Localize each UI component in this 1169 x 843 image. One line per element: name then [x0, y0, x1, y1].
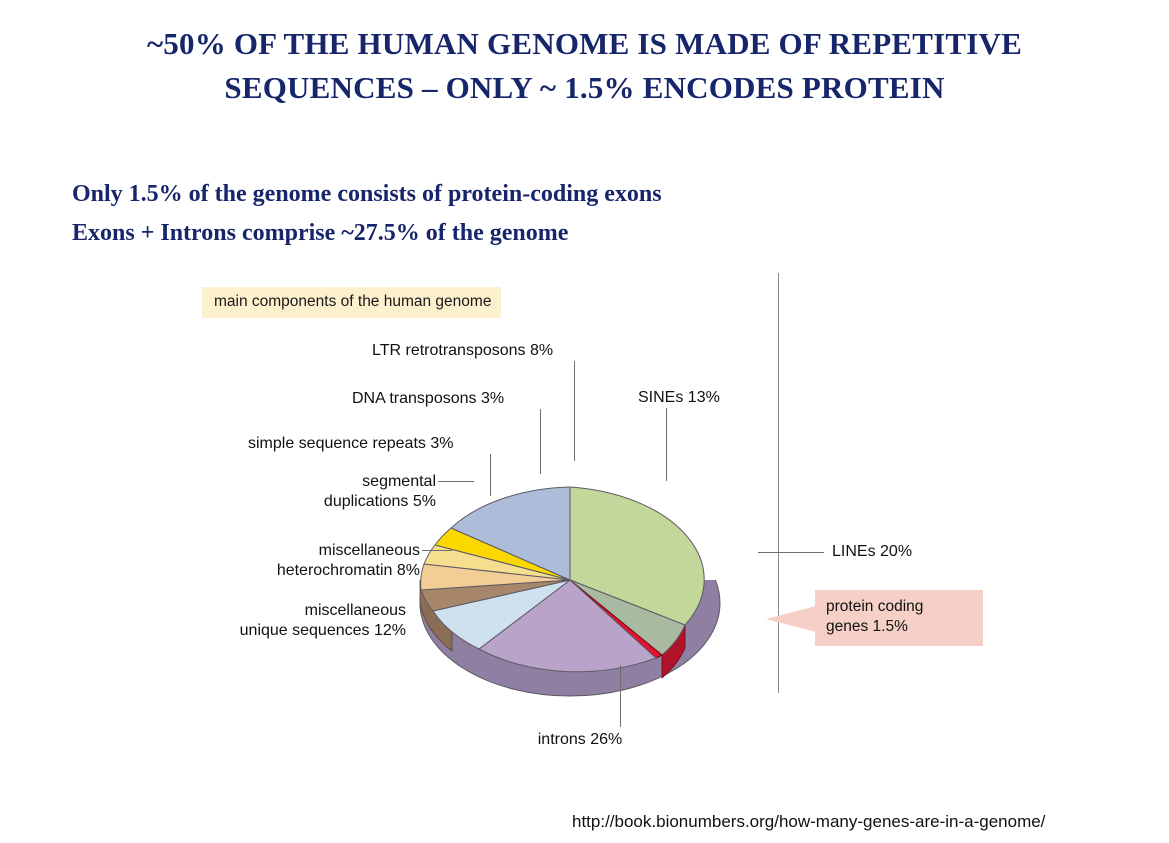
subtitle-line-1: Only 1.5% of the genome consists of protein-coding exons: [72, 181, 662, 207]
page-title: [0, 22, 1169, 110]
protein-coding-line-2: genes 1.5%: [826, 617, 908, 635]
label-misc-unique-sequences: [150, 601, 406, 640]
label-introns: introns 26%: [537, 731, 623, 748]
label-misc-heterochromatin: [150, 541, 420, 580]
leader-segmental-duplications: [438, 481, 474, 482]
label-segmental-duplications: [150, 472, 436, 511]
leader-dna-transposons: [540, 409, 541, 474]
genome-composition-figure: [150, 265, 1010, 840]
leader-lines: [758, 552, 824, 553]
label-simple-sequence-repeats: simple sequence repeats 3%: [248, 435, 454, 452]
label-misc-heterochromatin-line-2: heterochromatin 8%: [276, 561, 420, 579]
leader-simple-sequence-repeats: [490, 454, 491, 496]
leader-sines: [666, 408, 667, 481]
chart-title-box: [202, 287, 501, 318]
page-title-line-2: SEQUENCES – ONLY ~ 1.5% ENCODES PROTEIN: [224, 70, 945, 106]
label-lines: LINEs 20%: [832, 543, 913, 560]
label-misc-heterochromatin-line-1: miscellaneous: [318, 542, 420, 559]
page-title-line-1: ~50% OF THE HUMAN GENOME IS MADE OF REPETITIVE: [146, 26, 1023, 61]
label-ltr-retrotransposons: LTR retrotransposons 8%: [372, 342, 554, 359]
protein-coding-line-1: protein coding: [826, 598, 924, 615]
label-misc-unique-sequences-line-2: unique sequences 12%: [239, 621, 406, 639]
protein-coding-pointer: [766, 606, 816, 632]
label-dna-transposons: DNA transposons 3%: [352, 390, 505, 407]
leader-misc-heterochromatin: [422, 550, 452, 551]
leader-introns: [620, 665, 621, 727]
pie-chart-svg: [400, 435, 740, 725]
protein-coding-callout: [815, 590, 983, 646]
label-segmental-duplications-line-1: segmental: [362, 473, 436, 490]
chart-title: main components of the human genome: [214, 293, 492, 310]
pie-chart: [400, 435, 740, 725]
leader-ltr-retrotransposons: [574, 361, 575, 461]
source-url[interactable]: http://book.bionumbers.org/how-many-genes-are-in-a-genome/: [572, 812, 1046, 831]
label-sines: SINEs 13%: [638, 389, 720, 406]
subtitle-line-2: Exons + Introns comprise ~27.5% of the genome: [72, 219, 569, 246]
subtitle-text: [72, 175, 662, 253]
label-segmental-duplications-line-2: duplications 5%: [323, 492, 436, 510]
label-misc-unique-sequences-line-1: miscellaneous: [304, 602, 406, 619]
